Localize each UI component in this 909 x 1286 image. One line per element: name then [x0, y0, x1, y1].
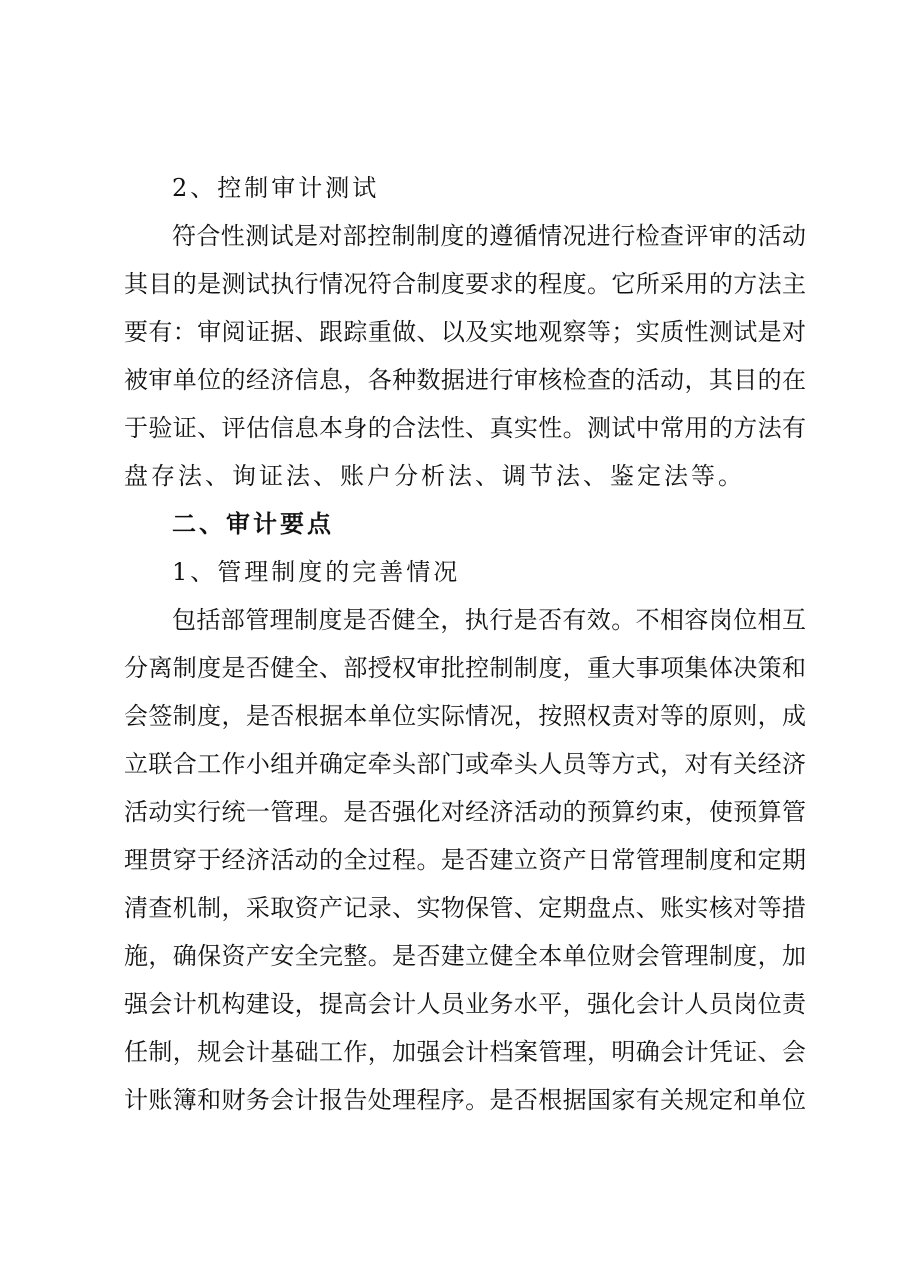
paragraph-line: 立联合工作小组并确定牵头部门或牵头人员等方式，对有关经济 — [124, 750, 806, 778]
paragraph-line: 其目的是测试执行情况符合制度要求的程度。它所采用的方法主 — [124, 270, 806, 298]
paragraph-line: 要有：审阅证据、跟踪重做、以及实地观察等；实质性测试是对 — [124, 318, 806, 346]
paragraph-line: 理贯穿于经济活动的全过程。是否建立资产日常管理制度和定期 — [124, 846, 806, 874]
paragraph-line: 于验证、评估信息本身的合法性、真实性。测试中常用的方法有 — [124, 414, 806, 442]
paragraph-line: 符合性测试是对部控制制度的遵循情况进行检查评审的活动 — [172, 222, 806, 250]
paragraph-line: 清查机制，采取资产记录、实物保管、定期盘点、账实核对等措 — [124, 894, 806, 922]
paragraph-line: 包括部管理制度是否健全，执行是否有效。不相容岗位相互 — [172, 606, 806, 634]
paragraph-line: 会签制度，是否根据本单位实际情况，按照权责对等的原则，成 — [124, 702, 806, 730]
paragraph-line: 盘存法、询证法、账户分析法、调节法、鉴定法等。 — [124, 462, 745, 490]
paragraph-line: 计账簿和财务会计报告处理程序。是否根据国家有关规定和单位 — [124, 1086, 806, 1114]
paragraph-compliance-testing — [124, 212, 806, 500]
section-title: 2、控制审计测试 — [172, 174, 380, 202]
document-page — [124, 164, 806, 1124]
paragraph-line: 任制，规会计基础工作，加强会计档案管理，明确会计凭证、会 — [124, 1038, 806, 1066]
subsection-title: 1、管理制度的完善情况 — [172, 558, 461, 586]
paragraph-management-system — [124, 596, 806, 1124]
paragraph-line: 强会计机构建设，提高会计人员业务水平，强化会计人员岗位责 — [124, 990, 806, 1018]
paragraph-line: 分离制度是否健全、部授权审批控制制度，重大事项集体决策和 — [124, 654, 806, 682]
section-heading: 二、审计要点 — [172, 509, 334, 538]
paragraph-line: 施，确保资产安全完整。是否建立健全本单位财会管理制度，加 — [124, 942, 806, 970]
paragraph-line: 活动实行统一管理。是否强化对经济活动的预算约束，使预算管 — [124, 798, 806, 826]
paragraph-line: 被审单位的经济信息，各种数据进行审核检查的活动，其目的在 — [124, 366, 806, 394]
